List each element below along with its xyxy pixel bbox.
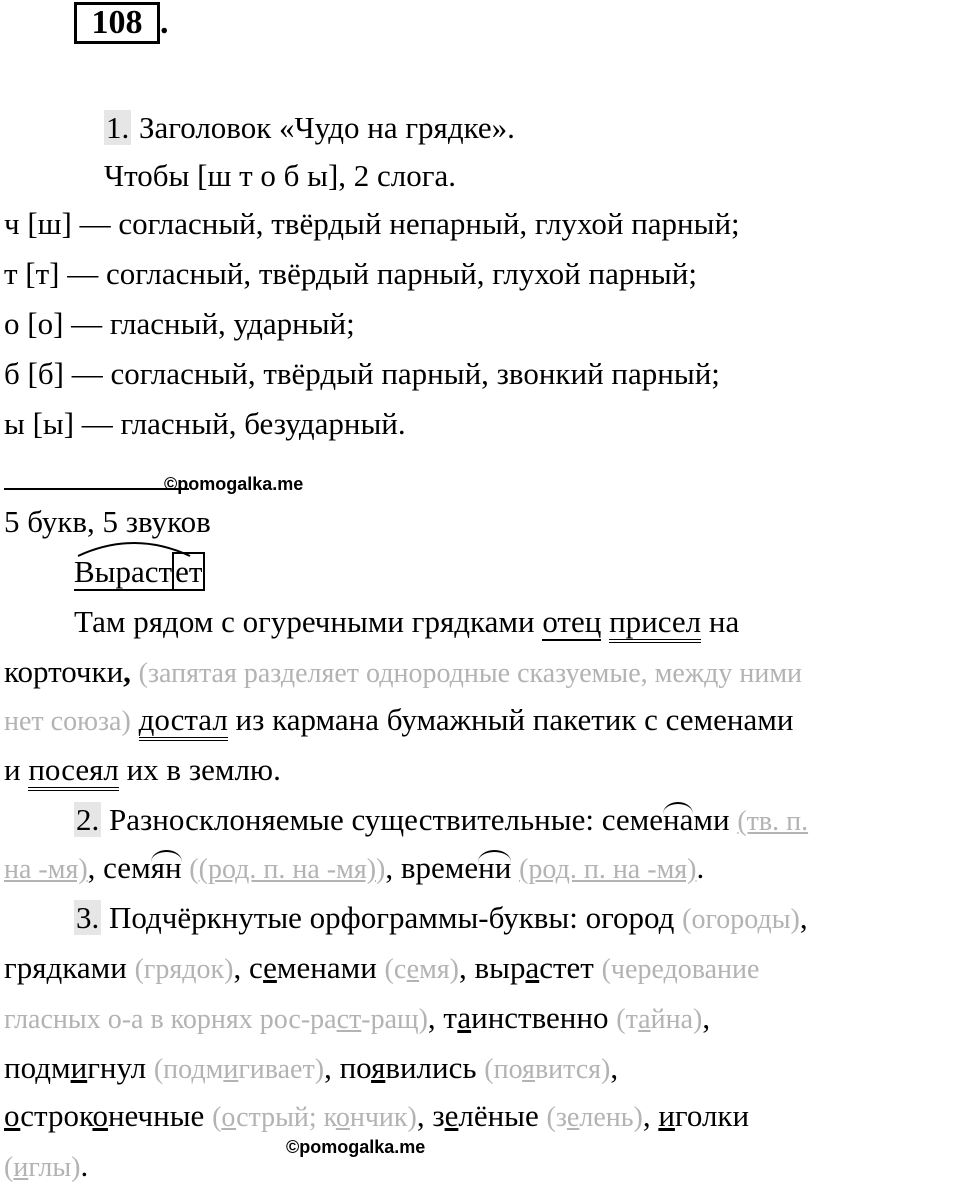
note-text: (род. п. на -мя) [519, 854, 697, 885]
phonetic-line: о [о] — гласный, ударный; [4, 306, 355, 341]
paragraph-2-line-2 [4, 848, 960, 890]
sentence-text: и [4, 752, 29, 787]
sentence-text: на [701, 604, 740, 639]
morph-word [74, 552, 960, 592]
note: (тайна) [616, 1004, 703, 1035]
paragraph-2-line-1 [74, 800, 960, 842]
orthogram: е [263, 950, 277, 985]
p3-text: , [799, 900, 808, 935]
sentence-text: корточки [4, 654, 124, 689]
orthogram: а [457, 1000, 472, 1035]
p2-text: , сем [87, 850, 151, 885]
orthogram: и [658, 1098, 675, 1133]
sentence-text: Там рядом с огуречными грядками [74, 604, 543, 639]
paragraph-3-line-2: грядками (грядок), семенами (семя), вырастет (чередование [4, 950, 760, 985]
suffix-arc: на [663, 800, 693, 840]
note: гласных о-а в корнях рос-раст-ращ) [4, 1004, 428, 1035]
comma: , [123, 654, 131, 689]
sentence-text: из кармана бумажный пакетик с семенами [227, 702, 794, 737]
divider [4, 488, 189, 490]
task-number-text: 108 [91, 4, 143, 41]
note: (семя) [384, 954, 459, 985]
orthogram: д [46, 950, 63, 985]
sentence-line-1 [74, 602, 960, 642]
note: нет союза) [4, 706, 131, 737]
phonetic-line: ы [ы] — гласный, безударный. [4, 406, 406, 441]
watermark: ©pomogalka.me [164, 474, 304, 494]
note: (чередование [601, 954, 760, 985]
phonetic-line: ч [ш] — согласный, твёрдый непарный, глухой парный; [4, 206, 740, 241]
note: (иглы) [4, 1152, 81, 1183]
orthogram: я [371, 1050, 386, 1085]
task-number [74, 2, 160, 44]
note: (подмигивает) [153, 1054, 325, 1085]
note [519, 854, 696, 885]
orthogram: д [658, 900, 675, 935]
suffix-arc: ни [478, 848, 511, 888]
p3-text: Подчёркнутые орфограммы-буквы: огоро [101, 900, 659, 935]
paragraph-3-line-4: подмигнул (подмигивает), появились (появится), [4, 1050, 619, 1085]
note: (грядок) [134, 954, 234, 985]
note: (острый; кончик) [212, 1102, 417, 1133]
predicate: посеял [28, 752, 119, 791]
word-ending: ет [172, 552, 205, 591]
paragraph-3-line-6: (иглы). [4, 1148, 89, 1183]
note: (зелень) [546, 1102, 643, 1133]
task-dot: . [160, 4, 169, 41]
p2-text: Разносклоняемые существительные: семе [101, 802, 663, 837]
phonetic-line: б [б] — согласный, твёрдый парный, звонкий парный; [4, 356, 720, 391]
item-number-2: 2. [76, 802, 100, 837]
note: (запятая разделяет однородные сказуемые, между ними [138, 658, 803, 689]
root-arc [74, 534, 194, 558]
watermark: ©pomogalka.me [286, 1137, 426, 1157]
subject: отец [542, 604, 602, 639]
note-text: (род. п. на -мя) [198, 854, 377, 885]
word-root [74, 552, 172, 592]
suffix-arc: ян [151, 848, 182, 888]
p2-text: ми [693, 802, 738, 837]
paragraph-3-line-3: гласных о-а в корнях рос-раст-ращ), таинственно (тайна), [4, 1000, 711, 1035]
sentence-line-2 [4, 652, 960, 694]
predicate: присел [609, 604, 701, 643]
note: на -мя) [4, 854, 88, 885]
item-number-3: 3. [76, 900, 100, 935]
paragraph-3-line-5: остроконечные (острый; кончик), зелёные (зелень), иголки [4, 1098, 750, 1133]
orthogram: а [525, 950, 540, 985]
transcription-line: Чтобы [ш т о б ы], 2 слога. [104, 158, 457, 193]
item-number-1: 1. [106, 110, 130, 145]
title-text: Заголовок «Чудо на грядке». [131, 110, 515, 145]
paragraph-3-line-1 [74, 898, 960, 940]
root-text: Выраст [74, 554, 173, 589]
predicate: достал [139, 702, 228, 741]
sentence-text: их в землю. [118, 752, 281, 787]
note: (огороды) [682, 904, 800, 935]
letters-sounds: 5 букв, 5 звуков [4, 504, 211, 539]
orthogram: е [444, 1098, 459, 1133]
p2-text: , време [385, 850, 479, 885]
note: ((род. п. на -мя)) [189, 854, 386, 885]
orthogram: о [4, 1098, 21, 1133]
note: (появится) [484, 1054, 611, 1085]
orthogram: о [92, 1098, 108, 1133]
note: (тв. п. [737, 806, 809, 837]
orthogram: и [70, 1050, 88, 1085]
sentence-line-4 [4, 750, 960, 790]
paragraph-1 [104, 108, 960, 148]
sentence-line-3 [4, 700, 960, 742]
p2-text: . [696, 850, 705, 885]
phonetic-line: т [т] — согласный, твёрдый парный, глухой парный; [4, 256, 697, 291]
